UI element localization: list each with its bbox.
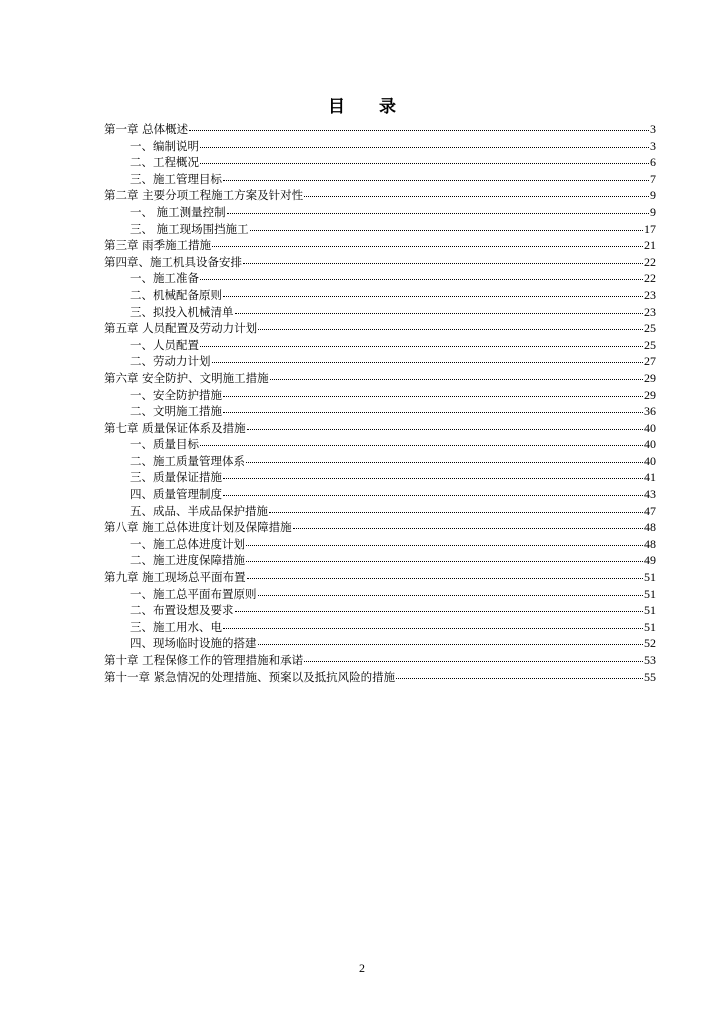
toc-entry-page-number: 43	[644, 487, 656, 502]
toc-dot-leader	[223, 295, 643, 297]
toc-entry-title: 第八章 施工总体进度计划及保障措施	[104, 520, 292, 535]
toc-entry-page-number: 7	[650, 171, 656, 186]
toc-entry-title: 第十章 工程保修工作的管理措施和承诺	[104, 653, 304, 667]
toc-entry-title: 第七章 质量保证体系及措施	[104, 420, 246, 435]
toc-entry-page-number: 41	[644, 470, 656, 485]
page-title: 目 录	[328, 97, 410, 117]
toc-section-entry[interactable]	[104, 469, 656, 486]
toc-dot-leader	[246, 544, 643, 546]
toc-dot-leader	[243, 262, 643, 264]
toc-entry-page-number: 51	[644, 586, 656, 601]
toc-section-entry[interactable]	[104, 436, 656, 453]
toc-entry-page-number: 40	[644, 420, 656, 435]
toc-dot-leader	[200, 444, 643, 446]
toc-entry-page-number: 29	[644, 387, 656, 402]
toc-chapter-entry[interactable]	[104, 237, 656, 254]
toc-entry-title: 三、拟投入机械清单	[130, 304, 234, 319]
toc-section-entry[interactable]	[104, 353, 656, 370]
toc-entry-page-number: 9	[650, 188, 656, 203]
page-number: 2	[359, 961, 365, 975]
toc-section-entry[interactable]	[104, 138, 656, 155]
toc-dot-leader	[223, 627, 643, 629]
toc-entry-title: 二、施工质量管理体系	[130, 453, 245, 468]
toc-entry-page-number: 40	[644, 453, 656, 468]
toc-dot-leader	[396, 677, 643, 679]
toc-entry-page-number: 9	[650, 204, 656, 219]
toc-entry-page-number: 51	[644, 603, 656, 618]
toc-entry-page-number: 25	[644, 321, 656, 336]
toc-entry-title: 二、工程概况	[130, 155, 199, 170]
toc-entry-title: 三、施工用水、电	[130, 619, 222, 634]
toc-section-entry[interactable]	[104, 304, 656, 321]
toc-entry-title: 第六章 安全防护、文明施工措施	[104, 370, 269, 385]
toc-entry-page-number: 40	[644, 437, 656, 452]
toc-dot-leader	[250, 229, 643, 231]
toc-entry-page-number: 3	[650, 138, 656, 153]
table-of-contents	[104, 121, 656, 685]
toc-entry-title: 第二章 主要分项工程施工方案及针对性	[104, 188, 304, 203]
toc-section-entry[interactable]	[104, 204, 656, 221]
toc-chapter-entry[interactable]	[104, 121, 656, 138]
toc-entry-page-number: 27	[644, 354, 656, 369]
toc-entry-title: 四、质量管理制度	[130, 487, 222, 502]
toc-dot-leader	[189, 129, 649, 131]
toc-dot-leader	[227, 212, 649, 214]
toc-section-entry[interactable]	[104, 337, 656, 354]
toc-dot-leader	[304, 660, 643, 662]
toc-chapter-entry[interactable]	[104, 187, 656, 204]
toc-entry-title: 第三章 雨季施工措施	[104, 238, 212, 253]
toc-dot-leader	[246, 461, 643, 463]
toc-dot-leader	[223, 179, 649, 181]
toc-chapter-entry[interactable]	[104, 320, 656, 337]
toc-dot-leader	[304, 195, 649, 197]
toc-section-entry[interactable]	[104, 403, 656, 420]
toc-chapter-entry[interactable]	[104, 370, 656, 387]
toc-section-entry[interactable]	[104, 154, 656, 171]
toc-entry-title: 第一章 总体概述	[104, 122, 189, 136]
toc-dot-leader	[200, 345, 643, 347]
toc-chapter-entry[interactable]	[104, 519, 656, 536]
toc-dot-leader	[200, 278, 643, 280]
toc-entry-title: 三、施工管理目标	[130, 171, 222, 186]
toc-entry-page-number: 25	[644, 337, 656, 352]
toc-entry-page-number: 48	[644, 520, 656, 535]
toc-entry-title: 二、文明施工措施	[130, 404, 222, 419]
toc-dot-leader	[212, 361, 644, 363]
toc-dot-leader	[247, 577, 643, 579]
toc-entry-page-number: 51	[644, 619, 656, 634]
toc-entry-title: 三、质量保证措施	[130, 470, 222, 485]
toc-entry-title: 四、现场临时设施的搭建	[130, 636, 257, 651]
toc-dot-leader	[258, 328, 643, 330]
toc-entry-title: 第十一章 紧急情况的处理措施、预案以及抵抗风险的措施	[104, 669, 396, 684]
toc-entry-page-number: 55	[644, 669, 656, 684]
toc-section-entry[interactable]	[104, 270, 656, 287]
toc-section-entry[interactable]	[104, 619, 656, 636]
toc-section-entry[interactable]	[104, 287, 656, 304]
toc-dot-leader	[200, 162, 649, 164]
toc-entry-title: 一、施工总体进度计划	[130, 536, 245, 551]
toc-dot-leader	[223, 477, 643, 479]
toc-entry-title: 一、人员配置	[130, 337, 199, 352]
toc-entry-page-number: 47	[644, 503, 656, 518]
toc-entry-page-number: 23	[644, 287, 656, 302]
toc-entry-page-number: 22	[644, 271, 656, 286]
toc-entry-title: 一、质量目标	[130, 437, 199, 452]
toc-section-entry[interactable]	[104, 486, 656, 503]
toc-dot-leader	[212, 245, 643, 247]
toc-entry-title: 二、机械配备原则	[130, 287, 222, 302]
toc-dot-leader	[235, 312, 644, 314]
toc-entry-page-number: 53	[644, 653, 656, 667]
toc-chapter-entry[interactable]	[104, 652, 656, 669]
toc-chapter-entry[interactable]	[104, 569, 656, 586]
toc-section-entry[interactable]	[104, 453, 656, 470]
toc-dot-leader	[247, 428, 643, 430]
toc-section-entry[interactable]	[104, 602, 656, 619]
toc-entry-title: 三、 施工现场围挡施工	[130, 221, 249, 236]
toc-entry-title: 二、布置设想及要求	[130, 603, 234, 618]
toc-entry-title: 二、劳动力计划	[130, 354, 211, 369]
toc-section-entry[interactable]	[104, 503, 656, 520]
toc-dot-leader	[269, 511, 643, 513]
toc-entry-title: 一、施工准备	[130, 271, 199, 286]
toc-section-entry[interactable]	[104, 387, 656, 404]
toc-entry-page-number: 22	[644, 254, 656, 269]
toc-entry-title: 一、施工总平面布置原则	[130, 586, 257, 601]
toc-entry-page-number: 49	[644, 553, 656, 568]
toc-entry-title: 五、成品、半成品保护措施	[130, 503, 268, 518]
toc-dot-leader	[200, 146, 649, 148]
toc-section-entry[interactable]	[104, 635, 656, 652]
toc-dot-leader	[246, 560, 643, 562]
toc-entry-page-number: 48	[644, 536, 656, 551]
toc-section-entry[interactable]	[104, 586, 656, 603]
toc-section-entry[interactable]	[104, 171, 656, 188]
toc-dot-leader	[223, 494, 643, 496]
toc-dot-leader	[235, 610, 644, 612]
toc-dot-leader	[293, 527, 643, 529]
toc-section-entry[interactable]	[104, 221, 656, 238]
toc-entry-page-number: 6	[650, 155, 656, 170]
toc-dot-leader	[258, 594, 644, 596]
toc-entry-page-number: 29	[644, 370, 656, 385]
toc-entry-page-number: 52	[644, 636, 656, 651]
toc-chapter-entry[interactable]	[104, 669, 656, 686]
toc-chapter-entry[interactable]	[104, 420, 656, 437]
toc-chapter-entry[interactable]	[104, 254, 656, 271]
toc-entry-page-number: 23	[644, 304, 656, 319]
toc-entry-title: 一、安全防护措施	[130, 387, 222, 402]
toc-entry-title: 二、施工进度保障措施	[130, 553, 245, 568]
toc-entry-page-number: 3	[650, 122, 656, 136]
toc-dot-leader	[223, 411, 643, 413]
toc-entry-page-number: 36	[644, 404, 656, 419]
toc-entry-title: 一、 施工测量控制	[130, 204, 226, 219]
toc-entry-title: 一、编制说明	[130, 138, 199, 153]
toc-section-entry[interactable]	[104, 552, 656, 569]
toc-entry-title: 第九章 施工现场总平面布置	[104, 570, 246, 585]
toc-dot-leader	[270, 378, 643, 380]
toc-entry-page-number: 17	[644, 221, 656, 236]
toc-entry-title: 第四章、施工机具设备安排	[104, 254, 242, 269]
toc-entry-page-number: 21	[644, 238, 656, 253]
toc-section-entry[interactable]	[104, 536, 656, 553]
toc-dot-leader	[258, 643, 644, 645]
toc-dot-leader	[223, 395, 643, 397]
toc-entry-page-number: 51	[644, 570, 656, 585]
toc-entry-title: 第五章 人员配置及劳动力计划	[104, 321, 258, 336]
